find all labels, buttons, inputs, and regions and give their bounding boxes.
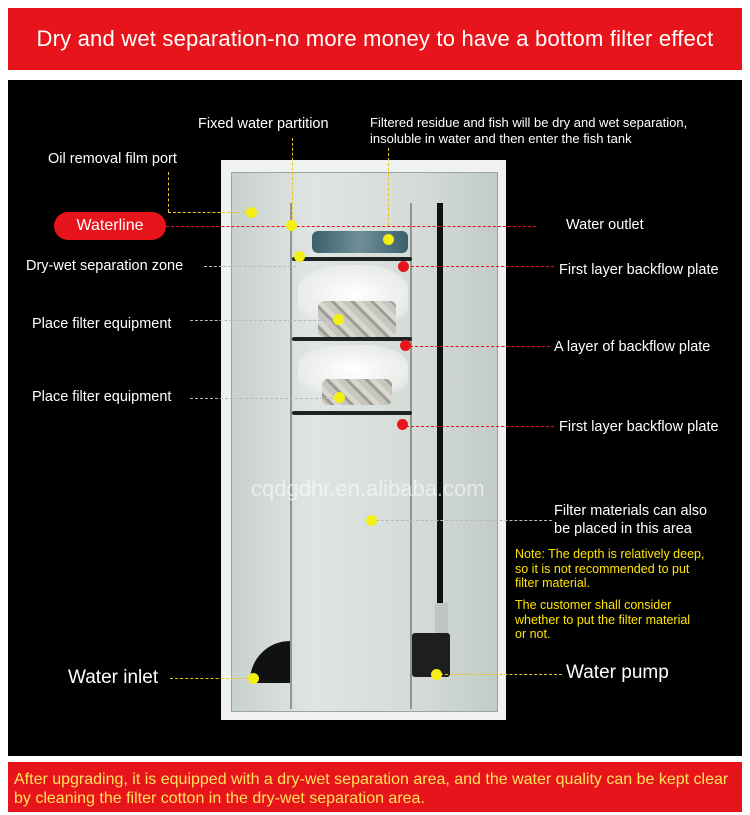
label-filtered-residue [370, 115, 735, 147]
leader-backflow-1 [406, 266, 554, 267]
label-place-filter-2: Place filter equipment [32, 389, 172, 405]
partition-wall-left [290, 203, 292, 709]
leader-fixed-partition [292, 138, 293, 224]
label-filter-materials-line2: be placed in this area [554, 521, 692, 537]
label-oil-removal: Oil removal film port [48, 151, 177, 167]
marker-filtered-residue [383, 234, 394, 245]
label-first-backflow-1: First layer backflow plate [559, 262, 719, 278]
leader-place-filter-2 [190, 398, 338, 399]
label-filter-materials-line1: Filter materials can also [554, 503, 708, 519]
pump-pipe [435, 603, 448, 635]
marker-place-filter-1 [333, 314, 344, 325]
note-depth-line2: so it is not recommended to put [515, 561, 690, 576]
filter-media-2 [322, 379, 392, 405]
marker-water-pump [431, 669, 442, 680]
leader-dry-wet [204, 266, 296, 267]
leader-oil-removal-v [168, 172, 169, 212]
header [0, 0, 750, 78]
backflow-plate-1 [292, 257, 412, 261]
note-depth-line1: Note: The depth is relatively deep, [515, 547, 705, 561]
marker-fixed-partition [286, 220, 297, 231]
marker-water-inlet [248, 673, 259, 684]
label-layer-backflow: A layer of backflow plate [554, 339, 711, 355]
marker-oil-removal [246, 207, 257, 218]
label-filter-materials [554, 502, 742, 538]
note-customer-line3: or not. [515, 627, 551, 641]
label-fixed-partition: Fixed water partition [198, 116, 329, 132]
diagram-panel [8, 80, 742, 756]
page-title: Dry and wet separation-no more money to have a bottom filter effect [8, 8, 742, 70]
filter-box [312, 231, 408, 253]
note-customer [515, 598, 739, 642]
label-filtered-residue-line2: insoluble in water and then enter the fish tank [370, 131, 632, 146]
leader-water-inlet [170, 678, 254, 679]
label-place-filter-1: Place filter equipment [32, 316, 172, 332]
note-customer-line1: The customer shall consider [515, 598, 672, 612]
note-depth [515, 547, 739, 591]
marker-backflow-2 [397, 419, 408, 430]
footer-text: After upgrading, it is equipped with a dry-wet separation area, and the water quality can be kept clear by cleaning the filter cotton in the dry-wet separation area. [14, 771, 729, 807]
marker-backflow-1 [398, 261, 409, 272]
leader-backflow-2 [406, 426, 554, 427]
leader-filter-materials [376, 520, 552, 521]
leader-water-pump [440, 674, 562, 675]
label-filtered-residue-line1: Filtered residue and fish will be dry and wet separation, [370, 115, 688, 130]
backflow-plate-2 [292, 337, 412, 341]
label-first-backflow-2: First layer backflow plate [559, 419, 719, 435]
leader-filtered-residue [388, 148, 389, 226]
outlet-pipe [437, 203, 443, 643]
waterline-guide [166, 226, 536, 227]
marker-filter-materials [366, 515, 377, 526]
waterline-badge: Waterline [54, 212, 166, 240]
aquarium-tank-image [221, 160, 506, 720]
footer-banner [8, 762, 742, 812]
label-dry-wet-zone: Dry-wet separation zone [26, 258, 184, 274]
marker-place-filter-2 [334, 392, 345, 403]
marker-layer-backflow [400, 340, 411, 351]
backflow-plate-3 [292, 411, 412, 415]
tank-glass [231, 172, 498, 712]
label-water-outlet: Water outlet [566, 217, 644, 233]
note-depth-line3: filter material. [515, 576, 591, 590]
leader-layer-backflow [410, 346, 550, 347]
filter-media-1 [318, 301, 396, 337]
leader-oil-removal-h [168, 212, 250, 213]
marker-dry-wet-zone [294, 251, 305, 262]
label-water-inlet: Water inlet [68, 667, 159, 688]
leader-place-filter-1 [190, 320, 336, 321]
label-water-pump: Water pump [566, 662, 669, 683]
note-customer-line2: whether to put the filter material [515, 612, 691, 627]
watermark: cqdgdhr.en.alibaba.com [251, 476, 485, 501]
